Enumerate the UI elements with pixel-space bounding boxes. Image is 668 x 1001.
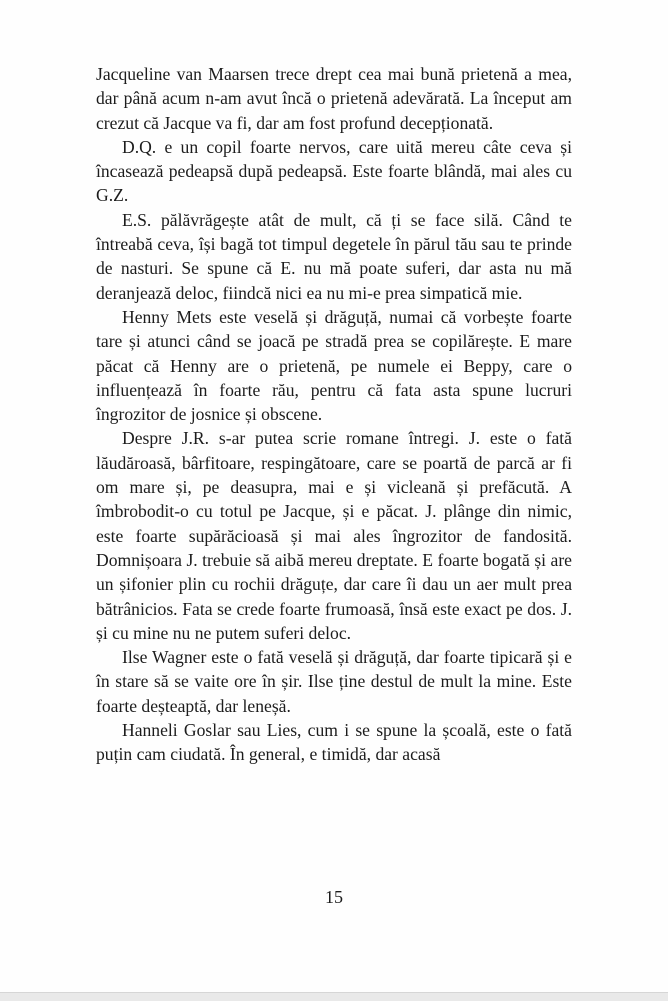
paragraph-ilse: Ilse Wagner este o fată veselă și drăguță, dar foarte tipicară și e în stare să se vaite ore în șir. Ilse ține destul de mult la mine. Este foarte deșteaptă, dar leneșă. <box>96 647 572 716</box>
body-text <box>96 62 572 767</box>
page-number: 15 <box>325 887 343 907</box>
paragraph-es: E.S. pălăvrăgește atât de mult, că ți se face silă. Când te întreabă ceva, își bagă tot timpul degetele în părul tău sau te prinde de nasturi. Se spune că E. nu mă poate suferi, dar asta nu mă deranjează deloc, fiindcă nici ea nu mi-e prea simpatică mie. <box>96 209 572 303</box>
paragraph-jacqueline: Jacqueline van Maarsen trece drept cea mai bună prietenă a mea, dar până acum n-am avut încă o prietenă adevărată. La început am crezut că Jacque va fi, dar am fost profund decepționată. <box>96 64 572 133</box>
paragraph-hanneli: Hanneli Goslar sau Lies, cum i se spune la școală, este o fată puțin cam ciudată. În general, e timidă, dar acasă <box>96 720 572 765</box>
paragraph-dq: D.Q. e un copil foarte nervos, care uită mereu câte ceva și încasează pedeapsă după pedeapsă. Este foarte blândă, mai ales cu G.Z. <box>96 136 572 206</box>
paragraph-henny: Henny Mets este veselă și drăguță, numai că vorbește foarte tare și atunci când se joacă pe stradă prea se copilărește. E mare păcat că Henny are o prietenă, pe numele ei Beppy, care o influențează în foarte rău, pentru că fata asta spune lucruri îngrozitor de josnice și obscene. <box>96 306 572 425</box>
paragraph-jr: Despre J.R. s-ar putea scrie romane întregi. J. este o fată lăudăroasă, bârfitoare, respingătoare, care se poartă de parcă ar fi om mare și, pe deasupra, mai e și vicleană și prefăcută. A îmbrobodit-o cu totul pe Jacque, și e păcat. J. plânge din nimic, este foarte supărăcioasă și mai ales îngrozitor de fandosită. Domnișoara J. trebuie să aibă mereu dreptate. E foarte bogată și are un șifonier plin cu rochii drăguțe, dar care îi dau un aer mult prea bătrânicios. Fata se crede foarte frumoasă, însă este exact pe dos. J. și cu mine nu ne putem suferi deloc. <box>96 428 572 643</box>
